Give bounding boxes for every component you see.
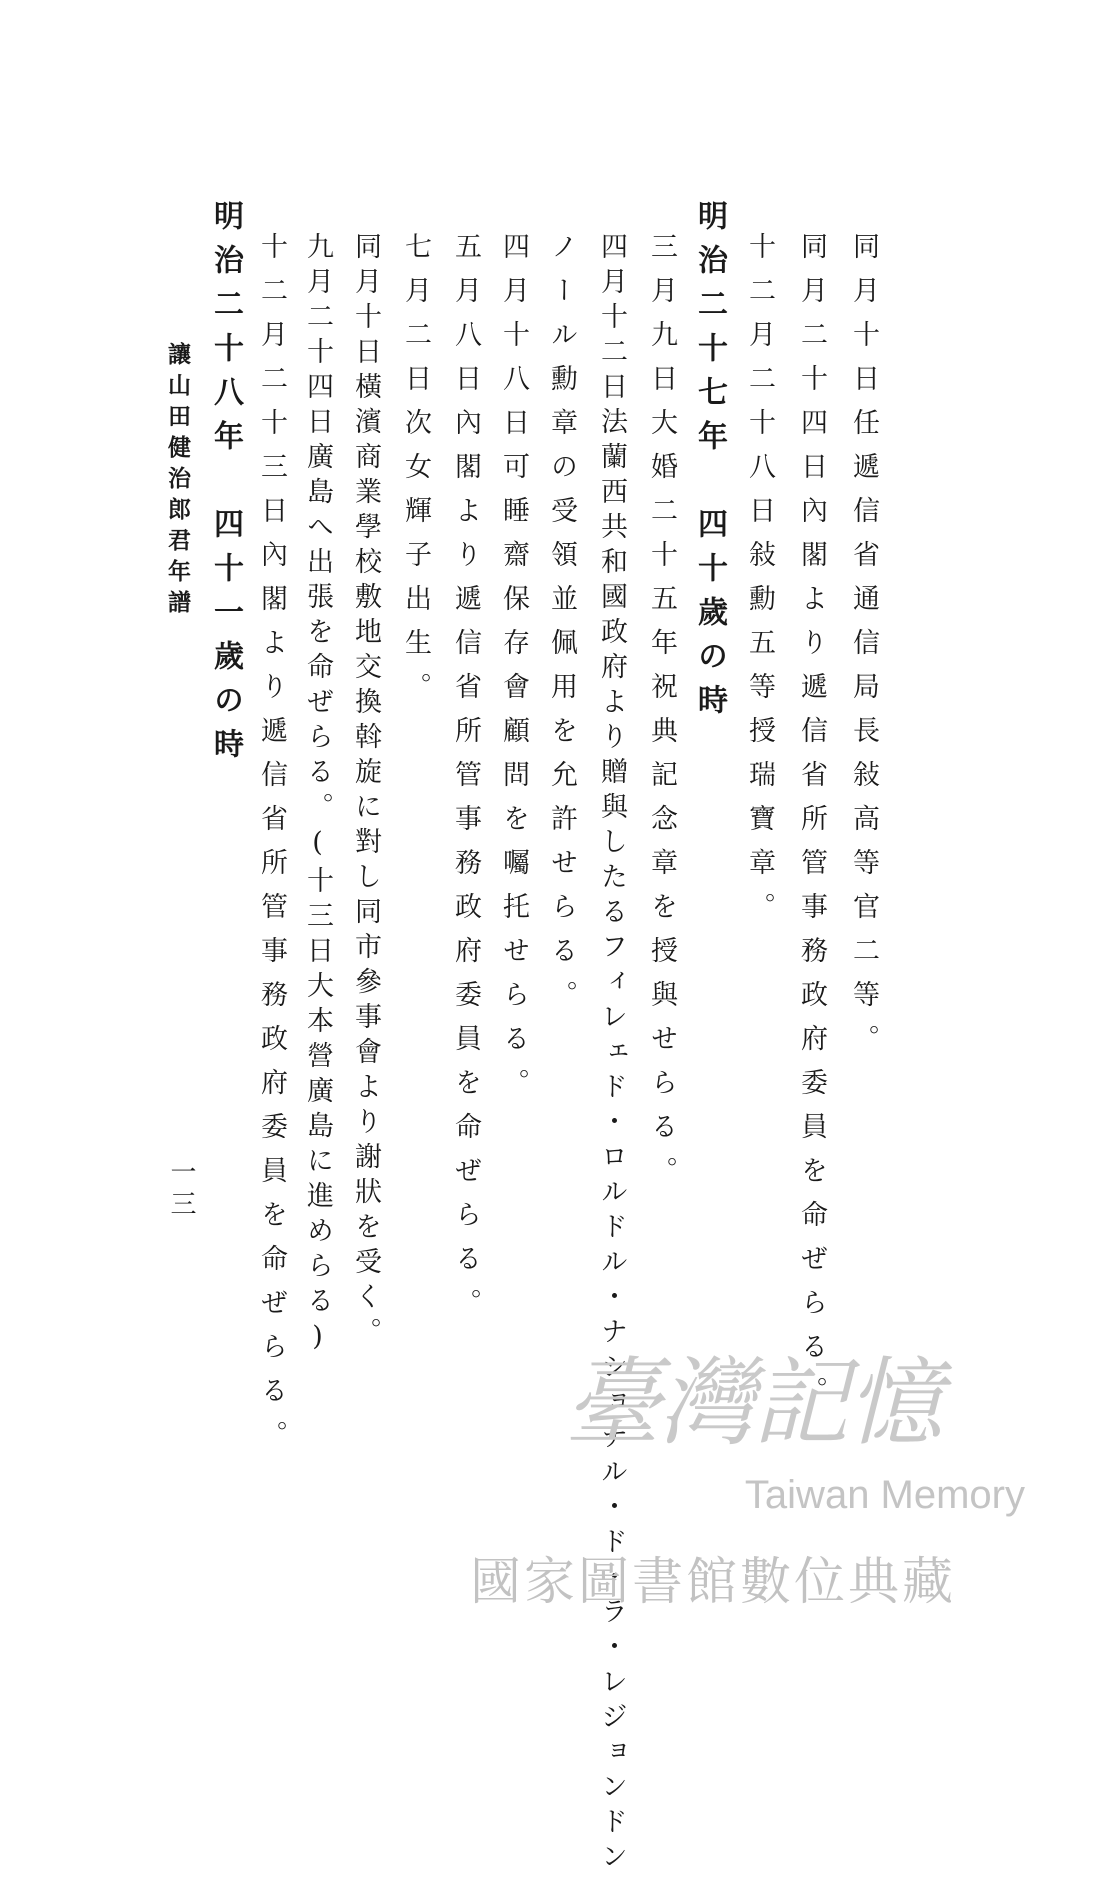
watermark — [470, 1347, 1030, 1665]
entry-text: 同月十日橫濱商業學校敷地交換斡旋に對し同市參事會より謝狀を受く。 — [350, 232, 381, 1352]
year-heading: 明治二十七年 四十歲の時 — [692, 200, 727, 728]
watermark-english: Taiwan Memory — [744, 1473, 1025, 1517]
entry-text: 十二月二十八日敍勳五等授瑞寶章。 — [744, 232, 775, 936]
entry-text: 四月十八日可睡齋保存會顧問を囑托せらる。 — [498, 232, 529, 1112]
entry-text: ノール勳章の受領並佩用を允許せらる。 — [546, 232, 577, 1024]
page-number: 一三 — [166, 1158, 196, 1222]
entry-text: 十二月二十三日內閣より遞信省所管事務政府委員を命ぜらる。 — [256, 232, 287, 1464]
entry-text: 同月二十四日內閣より遞信省所管事務政府委員を命ぜらる。 — [796, 232, 827, 1420]
entry-text: 同月十日任遞信省通信局長敍高等官二等。 — [848, 232, 879, 1068]
year-heading: 明治二十八年 四十一歲の時 — [208, 200, 243, 772]
entry-text: 五月八日內閣より遞信省所管事務政府委員を命ぜらる。 — [450, 232, 481, 1332]
watermark-org: 國家圖書館數位典藏 — [470, 1553, 957, 1612]
entry-text: 四月十二日法蘭西共和國政府より贈與したるフィレェド・ロルドル・ナショナル・ド・ラ・レジョンドン — [596, 232, 627, 1877]
entry-text: 九月二十四日廣島へ出張を命ぜらる。(十三日大本營廣島に進めらる) — [302, 232, 333, 1360]
entry-text: 三月九日大婚二十五年祝典記念章を授與せらる。 — [646, 232, 677, 1200]
entry-text: 七月二日次女輝子出生。 — [400, 232, 431, 716]
running-title: 讓山田健治郎君年譜 — [164, 342, 191, 621]
watermark-calligraphy: 臺灣記憶 — [564, 1347, 941, 1459]
